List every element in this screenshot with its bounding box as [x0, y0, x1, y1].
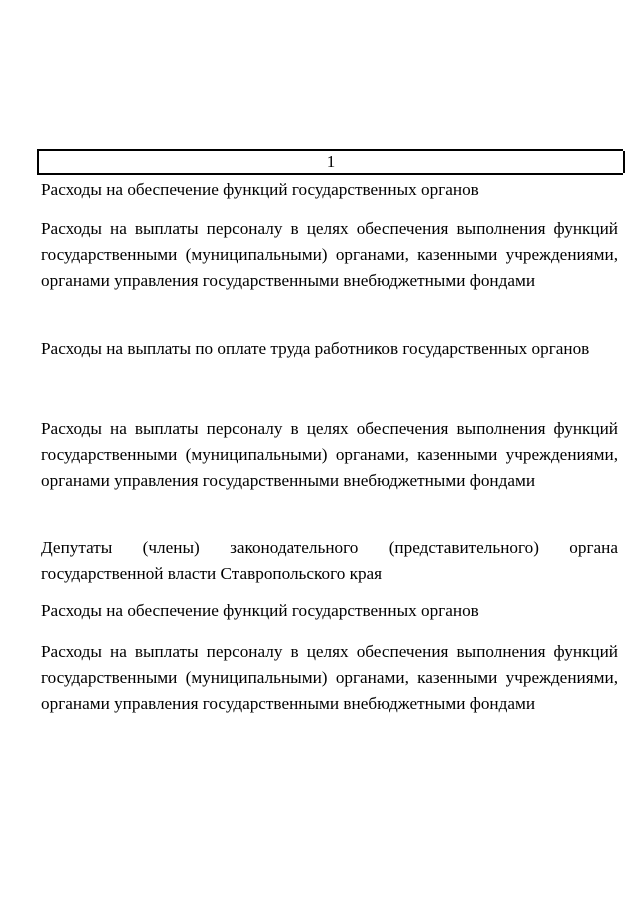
- table-row-1: Расходы на обеспечение функций государственных органов: [41, 180, 479, 199]
- table-row-5: Депутаты (члены) законодательного (представительного) органа государственной власти Ставропольского края: [41, 538, 618, 583]
- table-row-6: Расходы на обеспечение функций государственных органов: [41, 601, 479, 620]
- column-number-cell: 1: [39, 151, 625, 173]
- table-row-2: Расходы на выплаты персоналу в целях обеспечения выполнения функций государственными (муниципальными) органами, казенными учреждениями, органами управления государственными внебюджетными фондами: [41, 219, 618, 290]
- table-header-row: [37, 149, 623, 175]
- table-row-3: Расходы на выплаты по оплате труда работников государственных органов: [41, 339, 590, 358]
- next-column-cell: [625, 151, 631, 173]
- table-row-7: Расходы на выплаты персоналу в целях обеспечения выполнения функций государственными (муниципальными) органами, казенными учреждениями, органами управления государственными внебюджетными фондами: [41, 642, 618, 713]
- table-row-4: Расходы на выплаты персоналу в целях обеспечения выполнения функций государственными (муниципальными) органами, казенными учреждениями, органами управления государственными внебюджетными фондами: [41, 419, 618, 490]
